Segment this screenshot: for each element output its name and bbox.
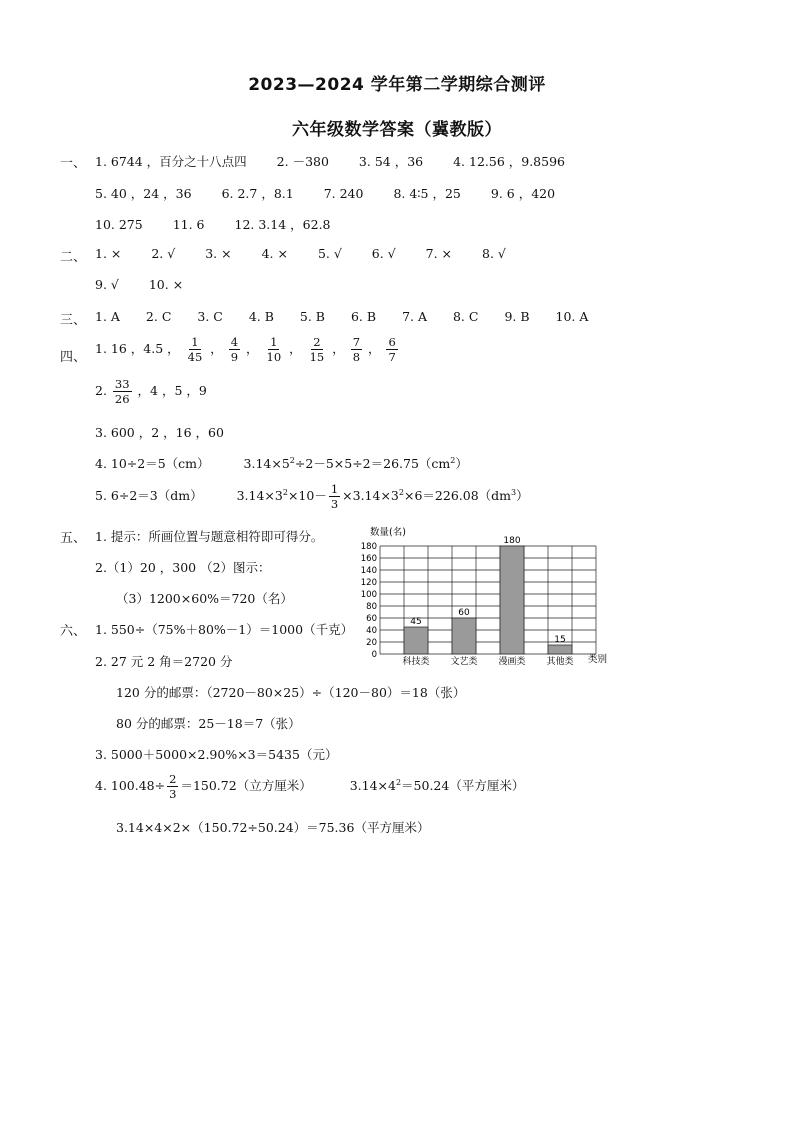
part5-q1: 1. 提示：所画位置与题意相符即可得分。 <box>95 529 324 544</box>
bar-value-label: 45 <box>410 617 422 627</box>
y-tick-label: 0 <box>371 650 377 660</box>
answer-prefix: 2. <box>95 383 107 398</box>
part1-row1 <box>95 152 591 170</box>
answer: 3. C <box>197 309 223 324</box>
bar <box>548 645 572 654</box>
answer: 5. 40 ，24 ，36 <box>95 186 192 201</box>
chart-xlabel: 类别 <box>588 654 608 665</box>
answer: 6. √ <box>371 246 396 261</box>
part3-row1 <box>95 309 610 324</box>
x-category-label: 文艺类 <box>450 657 478 667</box>
answer: 5. 6÷2＝3（dm） <box>95 488 203 503</box>
fraction: $\frac{1}{3}$ <box>330 482 339 511</box>
answer-suffix: ，4 ，5 ，9 <box>137 383 207 398</box>
part1-row3 <box>95 215 357 233</box>
fraction: $\frac{4}{9}$ <box>230 335 239 364</box>
answer: 9. B <box>504 309 530 324</box>
x-category-label: 其他类 <box>546 657 574 667</box>
answer: 1. × <box>95 246 122 261</box>
y-tick-label: 40 <box>366 626 377 636</box>
y-tick-label: 140 <box>360 566 377 576</box>
fraction: $\frac{6}{7}$ <box>388 335 396 364</box>
bar <box>500 546 524 654</box>
answer: 11. 6 <box>172 217 205 232</box>
answer: 5. √ <box>317 246 342 261</box>
section-5-label: 五、 <box>60 531 87 546</box>
part2-row1 <box>95 246 532 261</box>
part6-q2a: 2. 27 元 2 角＝2720 分 <box>95 654 233 669</box>
part5-q3: （3）1200×60%＝720（名） <box>116 591 293 606</box>
fraction: $\frac{2}{3}$ <box>169 772 177 801</box>
answer: 6. 2.7 ，8.1 <box>221 186 294 201</box>
part4-q1: 1. 16 ，4.5 ， $\frac{1}{45}$ ， $\frac{4}{9}$ ， $\frac{1}{10}$ ， $\frac{2}{15}$ ， $\frac{7}{8}$ ， $\frac{6}{7}$ <box>95 335 396 364</box>
y-tick-label: 180 <box>360 542 377 552</box>
doc-subtitle: 六年级数学答案（冀教版） <box>292 120 502 140</box>
answer: 1. 6744 ，百分之十八点四 <box>95 154 247 169</box>
answer: 1. A <box>95 309 120 324</box>
answer: 2. C <box>145 309 172 324</box>
answer: 8. 4∶5 ，25 <box>393 186 461 201</box>
answer: 3. 54 ，36 <box>358 154 424 169</box>
bar-value-label: 15 <box>554 635 566 645</box>
part6-q4a: 4. 100.48÷ $\frac{2}{3}$ ＝150.72（立方厘米） $3.14\times 4^2=50.24$（平方厘米） <box>95 772 525 801</box>
answer-prefix: 1. 16 ，4.5 ， <box>95 341 180 356</box>
answer: 10. A <box>555 309 589 324</box>
section-3-label: 三、 <box>60 313 87 328</box>
y-tick-label: 80 <box>366 602 377 612</box>
part6-q2c: 80 分的邮票：25－18＝7（张） <box>116 716 301 731</box>
answer: 7. A <box>402 309 427 324</box>
answer: 4. × <box>261 246 288 261</box>
fraction: $\frac{1}{45}$ <box>187 335 203 364</box>
part4-q2 <box>95 378 207 405</box>
answer: 3. × <box>205 246 232 261</box>
part5-q2: 2.（1）20 ，300 （2）图示： <box>95 560 271 575</box>
part6-q4c: 3.14×4×2×（150.72÷50.24）＝75.36（平方厘米） <box>116 820 430 835</box>
answer: 4. B <box>248 309 274 324</box>
fraction: $\frac{2}{15}$ <box>309 335 325 364</box>
answer: 6. B <box>350 309 377 324</box>
bar <box>452 618 476 654</box>
fraction: $\frac{7}{8}$ <box>352 335 361 364</box>
part6-q3: 3. 5000＋5000×2.90%×3＝5435（元） <box>95 747 338 762</box>
answer: $3.14\times 5^2\div 2-5\times 5\div 2=26.75(cm^2)$ <box>243 455 468 471</box>
bar-value-label: 60 <box>458 608 470 618</box>
answer: 10. 275 <box>95 217 143 232</box>
answer: 5. B <box>299 309 325 324</box>
section-1-label: 一、 <box>60 156 87 171</box>
y-tick-label: 160 <box>360 554 377 564</box>
y-tick-label: 100 <box>360 590 377 600</box>
y-tick-label: 60 <box>366 614 377 624</box>
y-tick-label: 120 <box>360 578 377 588</box>
answer: 10. × <box>148 277 184 292</box>
answer: 7. × <box>425 246 453 261</box>
part4-q5 <box>95 483 529 510</box>
answer: 7. 240 <box>323 186 364 201</box>
section-6-label: 六、 <box>60 624 87 639</box>
answer: 12. 3.14 ，62.8 <box>234 217 331 232</box>
answer: $3.14\times 3^2\times 10-$ $\frac{1}{3}$ $\times 3.14\times 3^2\times 6=226.08(dm^3)$ <box>236 482 529 511</box>
answer: 2. √ <box>151 246 176 261</box>
part2-row2 <box>95 277 209 292</box>
fraction: $\frac{33}{26}$ <box>114 377 130 406</box>
part4-q4 <box>95 454 468 472</box>
part1-row2 <box>95 184 581 202</box>
answer: 4. 10÷2＝5（cm） <box>95 456 210 471</box>
fraction: $\frac{1}{10}$ <box>266 335 282 364</box>
x-category-label: 科技类 <box>402 657 430 667</box>
part6-q2b: 120 分的邮票：（2720－80×25）÷（120－80）＝18（张） <box>116 685 466 700</box>
section-4-label: 四、 <box>60 350 87 365</box>
x-category-label: 漫画类 <box>498 657 526 667</box>
bar-value-label: 180 <box>503 536 521 546</box>
section-2-label: 二、 <box>60 250 87 265</box>
answer: 9. 6 ，420 <box>490 186 556 201</box>
part6-q1: 1. 550÷（75%＋80%－1）＝1000（千克） <box>95 622 354 637</box>
bar-chart <box>360 520 630 670</box>
answer: 9. √ <box>95 277 119 292</box>
answer: 2. －380 <box>276 154 329 169</box>
answer: 8. √ <box>482 246 506 261</box>
answer: 8. C <box>452 309 479 324</box>
answer: 4. 12.56 ，9.8596 <box>453 154 565 169</box>
doc-title: 2023—2024 学年第二学期综合测评 <box>248 75 546 95</box>
part4-q3: 3. 600 ，2 ，16 ，60 <box>95 425 224 440</box>
chart-ylabel: 数量(名) <box>370 527 406 538</box>
y-tick-label: 20 <box>366 638 377 648</box>
bar <box>404 627 428 654</box>
